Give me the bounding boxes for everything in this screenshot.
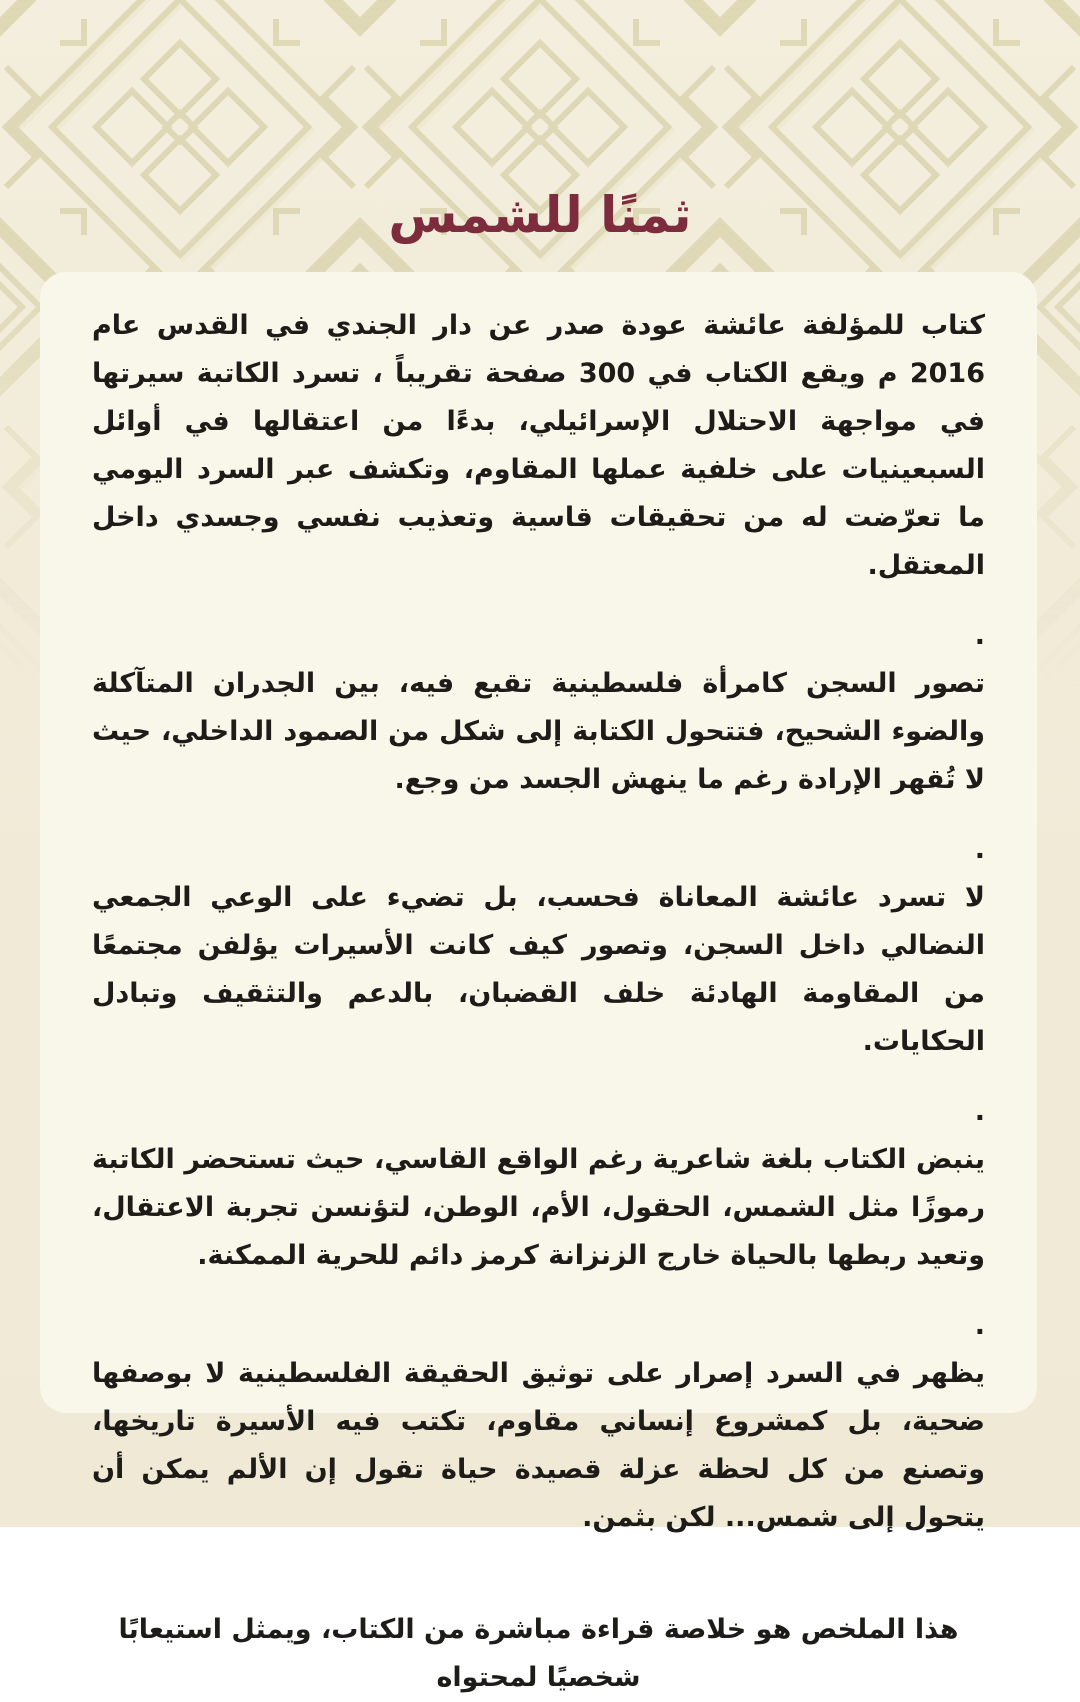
- bullet-marker: .: [974, 1096, 985, 1127]
- bullet-marker: .: [974, 620, 985, 651]
- paragraph-poetic-language: ينبض الكتاب بلغة شاعرية رغم الواقع القاسي، حيث تستحضر الكاتبة رموزًا مثل الشمس، الحقول، الأم، الوطن، لتؤنسن تجربة الاعتقال، وتعيد ربطها بالحياة خارج الزنزانة كرمز دائم للحرية الممكنة.: [92, 1144, 985, 1271]
- content-card: [40, 272, 1037, 1693]
- paragraph-documentation-resistance: يظهر في السرد إصرار على توثيق الحقيقة الفلسطينية لا بوصفها ضحية، بل كمشروع إنساني مقاوم، تكتب فيه الأسيرة تاريخها، وتصنع من كل لحظة عزلة قصيدة حياة تقول إن الألم يمكن أن يتحول إلى شمس... لكن بثمن.: [92, 1358, 985, 1533]
- footer-note: هذا الملخص هو خلاصة قراءة مباشرة من الكتاب، ويمثل استيعابًا شخصيًا لمحتواه: [118, 1614, 959, 1693]
- book-title: ثمنًا للشمس: [388, 186, 692, 244]
- bullet-marker: .: [974, 1310, 985, 1341]
- bullet-marker: .: [974, 834, 985, 865]
- paragraph-book-info: كتاب للمؤلفة عائشة عودة صدر عن دار الجندي في القدس عام 2016 م ويقع الكتاب في 300 صفحة تقريباً ، تسرد الكاتبة سيرتها في مواجهة الاحتلال الإسرائيلي، بدءًا من اعتقالها في أوائل السبعينيات على خلفية عملها المقاوم، وتكشف عبر السرد اليومي ما تعرّضت له من تحقيقات قاسية وتعذيب نفسي وجسدي داخل المعتقل.: [92, 310, 985, 581]
- paragraph-collective-consciousness: لا تسرد عائشة المعاناة فحسب، بل تضيء على الوعي الجمعي النضالي داخل السجن، وتصور كيف كانت الأسيرات يؤلفن مجتمعًا من المقاومة الهادئة خلف القضبان، بالدعم والتثقيف وتبادل الحكايات.: [92, 882, 985, 1057]
- paragraph-prison-depiction: تصور السجن كامرأة فلسطينية تقبع فيه، بين الجدران المتآكلة والضوء الشحيح، فتتحول الكتابة إلى شكل من الصمود الداخلي، حيث لا تُقهر الإرادة رغم ما ينهش الجسد من وجع.: [92, 668, 985, 795]
